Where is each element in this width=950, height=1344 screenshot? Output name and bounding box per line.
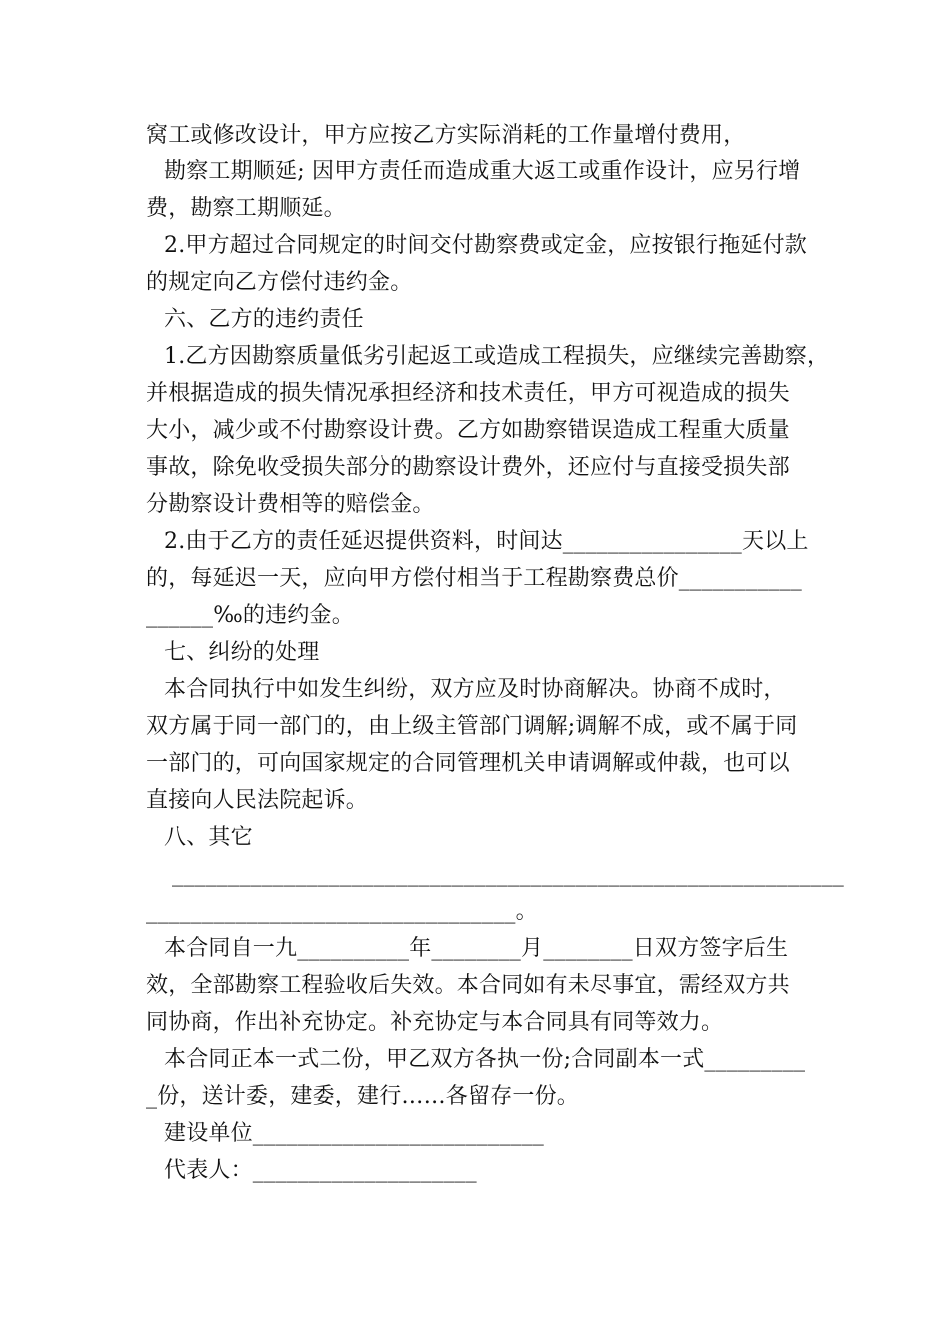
paragraph-line-17: 双方属于同一部门的，由上级主管部门调解;调解不成，或不属于同: [146, 714, 798, 739]
paragraph-line-9: 大小，减少或不付勘察设计费。乙方如勘察错误造成工程重大质量: [146, 418, 790, 443]
paragraph-line-8: 并根据造成的损失情况承担经济和技术责任，甲方可视造成的损失: [146, 381, 790, 406]
paragraph-line-23: 本合同自一九__________年________月________日双方签字后生: [164, 936, 789, 961]
representative-line: 代表人：____________________: [164, 1158, 477, 1183]
paragraph-line-4: 2.甲方超过合同规定的时间交付勘察费或定金，应按银行拖延付款: [164, 233, 807, 258]
paragraph-line-3: 费，勘察工期顺延。: [146, 196, 346, 221]
paragraph-line-19: 直接向人民法院起诉。: [146, 788, 369, 813]
paragraph-line-2: 勘察工期顺延; 因甲方责任而造成重大返工或重作设计，应另行增: [164, 159, 801, 184]
paragraph-line-11: 分勘察设计费相等的赔偿金。: [146, 492, 435, 517]
paragraph-line-24: 效，全部勘察工程验收后失效。本合同如有未尽事宜，需经双方共: [146, 973, 790, 998]
blank-line-2: _________________________________。: [146, 899, 538, 924]
paragraph-line-14: ______‰的违约金。: [146, 603, 354, 628]
construction-unit-line: 建设单位__________________________: [164, 1121, 545, 1146]
paragraph-line-18: 一部门的，可向国家规定的合同管理机关申请调解或仲裁，也可以: [146, 751, 790, 776]
section-heading-8: 八、其它: [164, 825, 253, 850]
paragraph-line-12: 2.由于乙方的责任延迟提供资料，时间达________________天以上: [164, 529, 809, 554]
paragraph-line-5: 的规定向乙方偿付违约金。: [146, 270, 413, 295]
paragraph-line-10: 事故，除免收受损失部分的勘察设计费外，还应付与直接受损失部: [146, 455, 790, 480]
paragraph-line-16: 本合同执行中如发生纠纷，双方应及时协商解决。协商不成时，: [164, 677, 786, 702]
paragraph-line-26: 本合同正本一式二份，甲乙双方各执一份;合同副本一式_________: [164, 1047, 806, 1072]
paragraph-line-25: 同协商，作出补充协定。补充协定与本合同具有同等效力。: [146, 1010, 724, 1035]
section-heading-7: 七、纠纷的处理: [164, 640, 320, 665]
paragraph-line-27: _份，送计委，建委，建行……各留存一份。: [146, 1084, 580, 1109]
paragraph-line-1: 窝工或修改设计，甲方应按乙方实际消耗的工作量增付费用，: [146, 123, 746, 148]
paragraph-line-7: 1.乙方因勘察质量低劣引起返工或造成工程损失，应继续完善勘察，: [164, 344, 830, 369]
blank-line-1: ____________________________________________________________: [172, 862, 844, 887]
section-heading-6: 六、乙方的违约责任: [164, 307, 364, 332]
paragraph-line-13: 的，每延迟一天，应向甲方偿付相当于工程勘察费总价___________: [146, 566, 803, 591]
